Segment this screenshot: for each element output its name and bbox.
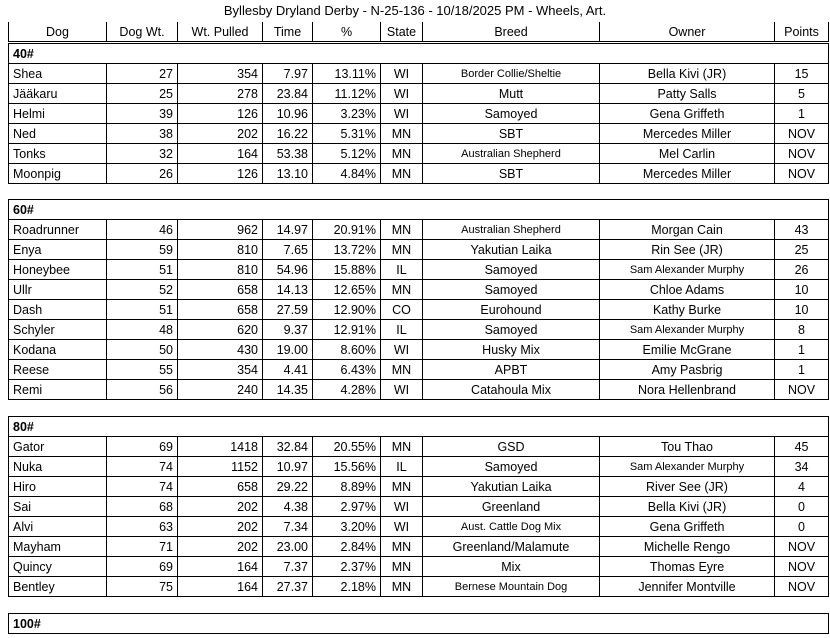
table-cell: 32 bbox=[107, 144, 178, 164]
table-cell: 1 bbox=[775, 360, 829, 380]
table-cell: 32.84 bbox=[263, 437, 313, 457]
table-cell: Sam Alexander Murphy bbox=[600, 320, 775, 340]
page-title: Byllesby Dryland Derby - N-25-136 - 10/18/2025 PM - Wheels, Art. bbox=[223, 3, 607, 18]
table-cell: 46 bbox=[107, 220, 178, 240]
table-cell: Ned bbox=[9, 124, 107, 144]
table-cell: 7.65 bbox=[263, 240, 313, 260]
table-row bbox=[9, 437, 829, 457]
table-cell: Moonpig bbox=[9, 164, 107, 184]
table-cell: Rin See (JR) bbox=[600, 240, 775, 260]
table-cell: Greenland bbox=[423, 497, 600, 517]
table-cell: 13.72% bbox=[313, 240, 381, 260]
table-row bbox=[9, 517, 829, 537]
table-cell: Tou Thao bbox=[600, 437, 775, 457]
table-cell: Reese bbox=[9, 360, 107, 380]
table-cell: 202 bbox=[178, 124, 263, 144]
table-cell: 26 bbox=[107, 164, 178, 184]
table-cell: Ullr bbox=[9, 280, 107, 300]
table-cell: 354 bbox=[178, 64, 263, 84]
table-cell: 43 bbox=[775, 220, 829, 240]
table-cell: 34 bbox=[775, 457, 829, 477]
table-cell: 7.97 bbox=[263, 64, 313, 84]
table-cell: NOV bbox=[775, 557, 829, 577]
table-cell: Kathy Burke bbox=[600, 300, 775, 320]
table-cell: Amy Pasbrig bbox=[600, 360, 775, 380]
table-cell: 8.60% bbox=[313, 340, 381, 360]
table-row bbox=[9, 104, 829, 124]
weight-class-table bbox=[8, 613, 829, 634]
table-cell: Samoyed bbox=[423, 280, 600, 300]
table-cell: Shea bbox=[9, 64, 107, 84]
table-cell: 15.88% bbox=[313, 260, 381, 280]
table-cell: 810 bbox=[178, 260, 263, 280]
table-cell: Kodana bbox=[9, 340, 107, 360]
table-cell: 74 bbox=[107, 477, 178, 497]
table-cell: 48 bbox=[107, 320, 178, 340]
table-cell: 202 bbox=[178, 497, 263, 517]
table-cell: CO bbox=[381, 300, 423, 320]
table-cell: 38 bbox=[107, 124, 178, 144]
table-cell: 4.28% bbox=[313, 380, 381, 400]
table-cell: 25 bbox=[107, 84, 178, 104]
table-cell: Jennifer Montville bbox=[600, 577, 775, 597]
table-cell: 126 bbox=[178, 164, 263, 184]
table-cell: 23.00 bbox=[263, 537, 313, 557]
table-cell: Australian Shepherd bbox=[423, 144, 600, 164]
table-cell: IL bbox=[381, 320, 423, 340]
table-cell: Jääkaru bbox=[9, 84, 107, 104]
table-cell: IL bbox=[381, 260, 423, 280]
table-cell: Helmi bbox=[9, 104, 107, 124]
weight-class-header bbox=[9, 614, 829, 634]
weight-class-table bbox=[8, 416, 829, 597]
table-cell: 8 bbox=[775, 320, 829, 340]
table-cell: Yakutian Laika bbox=[423, 240, 600, 260]
table-cell: 9.37 bbox=[263, 320, 313, 340]
table-cell: Patty Salls bbox=[600, 84, 775, 104]
table-cell: NOV bbox=[775, 577, 829, 597]
column-header: % bbox=[313, 22, 381, 42]
table-cell: 29.22 bbox=[263, 477, 313, 497]
table-cell: Schyler bbox=[9, 320, 107, 340]
table-cell: 126 bbox=[178, 104, 263, 124]
table-cell: 27 bbox=[107, 64, 178, 84]
table-cell: Remi bbox=[9, 380, 107, 400]
table-cell: Yakutian Laika bbox=[423, 477, 600, 497]
table-cell: WI bbox=[381, 340, 423, 360]
weight-class-header bbox=[9, 200, 829, 220]
table-cell: 13.10 bbox=[263, 164, 313, 184]
table-cell: MN bbox=[381, 164, 423, 184]
table-cell: MN bbox=[381, 537, 423, 557]
table-cell: Samoyed bbox=[423, 320, 600, 340]
table-cell: NOV bbox=[775, 164, 829, 184]
table-row bbox=[9, 220, 829, 240]
table-row bbox=[9, 477, 829, 497]
table-cell: Husky Mix bbox=[423, 340, 600, 360]
table-cell: 13.11% bbox=[313, 64, 381, 84]
table-cell: MN bbox=[381, 557, 423, 577]
weight-class-header bbox=[9, 44, 829, 64]
table-cell: 7.37 bbox=[263, 557, 313, 577]
table-cell: Hiro bbox=[9, 477, 107, 497]
table-cell: SBT bbox=[423, 124, 600, 144]
table-cell: 2.37% bbox=[313, 557, 381, 577]
table-row bbox=[9, 537, 829, 557]
table-row bbox=[9, 497, 829, 517]
table-cell: Nora Hellenbrand bbox=[600, 380, 775, 400]
table-cell: 69 bbox=[107, 437, 178, 457]
table-cell: MN bbox=[381, 577, 423, 597]
column-header: Points bbox=[775, 22, 829, 42]
table-cell: 20.91% bbox=[313, 220, 381, 240]
table-cell: 69 bbox=[107, 557, 178, 577]
table-cell: Sam Alexander Murphy bbox=[600, 260, 775, 280]
table-cell: SBT bbox=[423, 164, 600, 184]
column-header: Dog Wt. bbox=[107, 22, 178, 42]
table-cell: MN bbox=[381, 144, 423, 164]
table-cell: NOV bbox=[775, 380, 829, 400]
table-cell: WI bbox=[381, 380, 423, 400]
table-cell: 4 bbox=[775, 477, 829, 497]
table-cell: Aust. Cattle Dog Mix bbox=[423, 517, 600, 537]
table-cell: Emilie McGrane bbox=[600, 340, 775, 360]
table-cell: 39 bbox=[107, 104, 178, 124]
table-cell: Eurohound bbox=[423, 300, 600, 320]
table-row bbox=[9, 260, 829, 280]
table-cell: 14.35 bbox=[263, 380, 313, 400]
table-cell: 2.97% bbox=[313, 497, 381, 517]
column-header: Wt. Pulled bbox=[178, 22, 263, 42]
table-cell: WI bbox=[381, 497, 423, 517]
table-row bbox=[9, 300, 829, 320]
table-cell: 25 bbox=[775, 240, 829, 260]
weight-class-table bbox=[8, 43, 829, 184]
table-row bbox=[9, 360, 829, 380]
table-cell: MN bbox=[381, 360, 423, 380]
table-row bbox=[9, 124, 829, 144]
table-cell: 53.38 bbox=[263, 144, 313, 164]
table-cell: Bella Kivi (JR) bbox=[600, 64, 775, 84]
column-header: Time bbox=[263, 22, 313, 42]
table-cell: 59 bbox=[107, 240, 178, 260]
table-row bbox=[9, 280, 829, 300]
table-cell: MN bbox=[381, 280, 423, 300]
table-cell: MN bbox=[381, 240, 423, 260]
weight-class-label: 40# bbox=[9, 44, 829, 64]
table-cell: Gena Griffeth bbox=[600, 104, 775, 124]
table-cell: 164 bbox=[178, 144, 263, 164]
table-cell: 10 bbox=[775, 300, 829, 320]
table-cell: 52 bbox=[107, 280, 178, 300]
table-cell: 12.90% bbox=[313, 300, 381, 320]
table-cell: Samoyed bbox=[423, 260, 600, 280]
table-cell: 240 bbox=[178, 380, 263, 400]
table-cell: Alvi bbox=[9, 517, 107, 537]
table-cell: 7.34 bbox=[263, 517, 313, 537]
table-cell: Bentley bbox=[9, 577, 107, 597]
table-cell: 430 bbox=[178, 340, 263, 360]
table-cell: Quincy bbox=[9, 557, 107, 577]
weight-class-label: 60# bbox=[9, 200, 829, 220]
table-row bbox=[9, 64, 829, 84]
table-row bbox=[9, 164, 829, 184]
table-cell: Mix bbox=[423, 557, 600, 577]
table-cell: NOV bbox=[775, 124, 829, 144]
table-cell: MN bbox=[381, 477, 423, 497]
table-cell: 63 bbox=[107, 517, 178, 537]
table-cell: MN bbox=[381, 220, 423, 240]
table-cell: Mercedes Miller bbox=[600, 124, 775, 144]
table-cell: 3.20% bbox=[313, 517, 381, 537]
table-cell: NOV bbox=[775, 537, 829, 557]
table-cell: Australian Shepherd bbox=[423, 220, 600, 240]
table-row bbox=[9, 320, 829, 340]
table-cell: 10.97 bbox=[263, 457, 313, 477]
table-cell: 1 bbox=[775, 340, 829, 360]
table-cell: 27.59 bbox=[263, 300, 313, 320]
table-row bbox=[9, 240, 829, 260]
column-header: Owner bbox=[600, 22, 775, 42]
table-cell: Sai bbox=[9, 497, 107, 517]
table-cell: 1 bbox=[775, 104, 829, 124]
column-header: Breed bbox=[423, 22, 600, 42]
table-cell: 810 bbox=[178, 240, 263, 260]
table-row bbox=[9, 380, 829, 400]
table-cell: 51 bbox=[107, 260, 178, 280]
table-cell: 26 bbox=[775, 260, 829, 280]
table-cell: 164 bbox=[178, 577, 263, 597]
table-cell: 15.56% bbox=[313, 457, 381, 477]
table-cell: Bernese Mountain Dog bbox=[423, 577, 600, 597]
table-cell: 5.12% bbox=[313, 144, 381, 164]
table-row bbox=[9, 577, 829, 597]
table-cell: 14.13 bbox=[263, 280, 313, 300]
table-cell: Mel Carlin bbox=[600, 144, 775, 164]
table-cell: River See (JR) bbox=[600, 477, 775, 497]
weight-class-header bbox=[9, 417, 829, 437]
table-cell: 15 bbox=[775, 64, 829, 84]
table-cell: 2.84% bbox=[313, 537, 381, 557]
table-cell: 12.91% bbox=[313, 320, 381, 340]
table-cell: 75 bbox=[107, 577, 178, 597]
table-cell: IL bbox=[381, 457, 423, 477]
table-cell: 2.18% bbox=[313, 577, 381, 597]
table-cell: Border Collie/Sheltie bbox=[423, 64, 600, 84]
table-cell: 12.65% bbox=[313, 280, 381, 300]
table-cell: 45 bbox=[775, 437, 829, 457]
table-cell: MN bbox=[381, 124, 423, 144]
weight-class-label: 100# bbox=[9, 614, 829, 634]
table-cell: 6.43% bbox=[313, 360, 381, 380]
table-cell: Catahoula Mix bbox=[423, 380, 600, 400]
table-cell: GSD bbox=[423, 437, 600, 457]
column-header: State bbox=[381, 22, 423, 42]
table-cell: 658 bbox=[178, 280, 263, 300]
table-cell: 71 bbox=[107, 537, 178, 557]
table-cell: Bella Kivi (JR) bbox=[600, 497, 775, 517]
weight-class-label: 80# bbox=[9, 417, 829, 437]
table-cell: 354 bbox=[178, 360, 263, 380]
table-cell: 4.38 bbox=[263, 497, 313, 517]
table-cell: 16.22 bbox=[263, 124, 313, 144]
column-header: Dog bbox=[9, 22, 107, 42]
table-cell: 4.84% bbox=[313, 164, 381, 184]
table-cell: Samoyed bbox=[423, 457, 600, 477]
table-cell: Samoyed bbox=[423, 104, 600, 124]
table-cell: Michelle Rengo bbox=[600, 537, 775, 557]
table-row bbox=[9, 340, 829, 360]
table-cell: 4.41 bbox=[263, 360, 313, 380]
table-cell: 962 bbox=[178, 220, 263, 240]
table-cell: Dash bbox=[9, 300, 107, 320]
table-cell: 1418 bbox=[178, 437, 263, 457]
table-cell: 1152 bbox=[178, 457, 263, 477]
table-cell: APBT bbox=[423, 360, 600, 380]
table-cell: Nuka bbox=[9, 457, 107, 477]
table-cell: 14.97 bbox=[263, 220, 313, 240]
table-cell: Enya bbox=[9, 240, 107, 260]
table-cell: WI bbox=[381, 84, 423, 104]
table-cell: 5.31% bbox=[313, 124, 381, 144]
table-row bbox=[9, 457, 829, 477]
table-cell: Greenland/Malamute bbox=[423, 537, 600, 557]
table-cell: 27.37 bbox=[263, 577, 313, 597]
table-cell: Gator bbox=[9, 437, 107, 457]
table-cell: WI bbox=[381, 64, 423, 84]
table-cell: 658 bbox=[178, 300, 263, 320]
table-cell: Sam Alexander Murphy bbox=[600, 457, 775, 477]
table-cell: 0 bbox=[775, 497, 829, 517]
table-cell: Mutt bbox=[423, 84, 600, 104]
table-cell: 202 bbox=[178, 537, 263, 557]
table-cell: 23.84 bbox=[263, 84, 313, 104]
table-cell: Thomas Eyre bbox=[600, 557, 775, 577]
table-cell: WI bbox=[381, 517, 423, 537]
table-cell: MN bbox=[381, 437, 423, 457]
table-cell: NOV bbox=[775, 144, 829, 164]
table-cell: 202 bbox=[178, 517, 263, 537]
table-cell: 55 bbox=[107, 360, 178, 380]
table-cell: Roadrunner bbox=[9, 220, 107, 240]
table-cell: 10 bbox=[775, 280, 829, 300]
table-cell: 658 bbox=[178, 477, 263, 497]
table-row bbox=[9, 557, 829, 577]
table-cell: 68 bbox=[107, 497, 178, 517]
results-header bbox=[8, 22, 829, 42]
table-cell: Morgan Cain bbox=[600, 220, 775, 240]
table-cell: 0 bbox=[775, 517, 829, 537]
table-cell: 51 bbox=[107, 300, 178, 320]
table-cell: Tonks bbox=[9, 144, 107, 164]
weight-class-table bbox=[8, 199, 829, 400]
table-cell: 11.12% bbox=[313, 84, 381, 104]
table-cell: 620 bbox=[178, 320, 263, 340]
table-cell: 50 bbox=[107, 340, 178, 360]
table-cell: Mayham bbox=[9, 537, 107, 557]
table-cell: 20.55% bbox=[313, 437, 381, 457]
table-row bbox=[9, 84, 829, 104]
table-cell: WI bbox=[381, 104, 423, 124]
table-cell: 278 bbox=[178, 84, 263, 104]
table-cell: 8.89% bbox=[313, 477, 381, 497]
table-cell: Gena Griffeth bbox=[600, 517, 775, 537]
table-cell: Chloe Adams bbox=[600, 280, 775, 300]
table-cell: 56 bbox=[107, 380, 178, 400]
table-cell: Honeybee bbox=[9, 260, 107, 280]
table-cell: 164 bbox=[178, 557, 263, 577]
table-cell: 3.23% bbox=[313, 104, 381, 124]
table-cell: 19.00 bbox=[263, 340, 313, 360]
table-row bbox=[9, 144, 829, 164]
table-cell: 5 bbox=[775, 84, 829, 104]
table-cell: Mercedes Miller bbox=[600, 164, 775, 184]
table-cell: 54.96 bbox=[263, 260, 313, 280]
table-cell: 74 bbox=[107, 457, 178, 477]
table-cell: 10.96 bbox=[263, 104, 313, 124]
